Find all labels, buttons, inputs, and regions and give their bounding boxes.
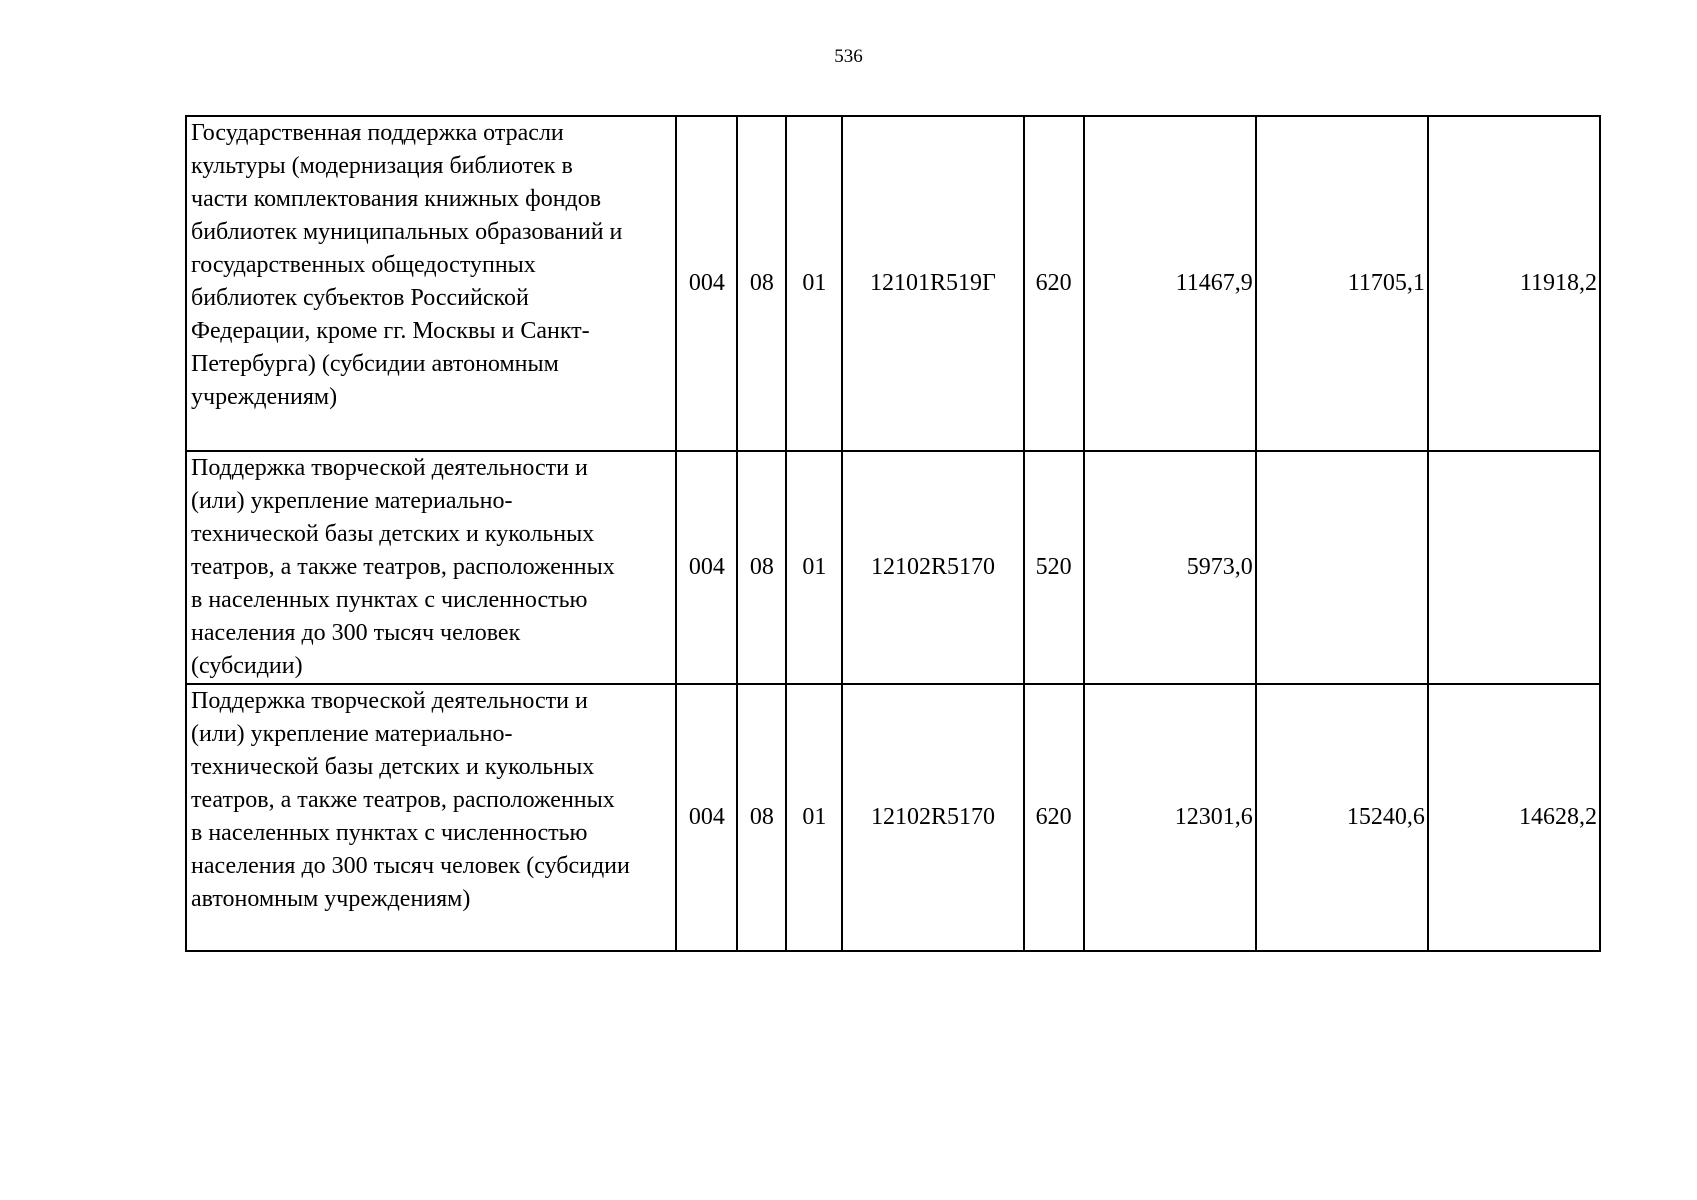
description-line: населения до 300 тысяч человек [191,620,521,646]
description-line: технической базы детских и кукольных [191,521,595,547]
description-line: Петербурга) (субсидии автономным [191,351,559,377]
description-line: в населенных пунктах с численностью [191,820,588,846]
amount-2-cell [1256,451,1428,684]
subsection-cell: 01 [786,451,842,684]
section-cell: 08 [737,451,786,684]
amount-1-cell: 5973,0 [1084,451,1256,684]
amount-1-cell: 11467,9 [1084,116,1256,451]
description-line: Федерации, кроме гг. Москвы и Санкт- [191,318,590,344]
description-line: в населенных пунктах с численностью [191,587,588,613]
amount-3-cell [1428,451,1600,684]
budget-table [185,115,1601,952]
ministry-code-cell: 004 [676,684,737,951]
table-row [186,684,1600,951]
description-line: библиотек муниципальных образований и [191,219,623,245]
amount-3-cell: 14628,2 [1428,684,1600,951]
amount-2-cell: 11705,1 [1256,116,1428,451]
description-line: театров, а также театров, расположенных [191,787,615,813]
description-line: культуры (модернизация библиотек в [191,153,573,179]
target-article-cell: 12102R5170 [842,684,1023,951]
description-line: автономным учреждениям) [191,886,471,912]
description-line: учреждениям) [191,384,338,410]
description-line: государственных общедоступных [191,252,536,278]
description-line: театров, а также театров, расположенных [191,554,615,580]
ministry-code-cell: 004 [676,116,737,451]
expense-type-cell: 520 [1024,451,1084,684]
expense-type-cell: 620 [1024,116,1084,451]
page-number: 536 [834,46,863,67]
ministry-code-cell: 004 [676,451,737,684]
description-cell [186,116,676,451]
description-line: (или) укрепление материально- [191,488,513,514]
description-line: части комплектования книжных фондов [191,186,602,212]
amount-3-cell: 11918,2 [1428,116,1600,451]
description-line: (субсидии) [191,653,303,679]
target-article-cell: 12101R519Г [842,116,1023,451]
description-line: населения до 300 тысяч человек (субсидии [191,853,630,879]
expense-type-cell: 620 [1024,684,1084,951]
description-cell [186,451,676,684]
section-cell: 08 [737,116,786,451]
subsection-cell: 01 [786,116,842,451]
table-row [186,116,1600,451]
description-line: библиотек субъектов Российской [191,285,529,311]
description-line: Поддержка творческой деятельности и [191,688,588,714]
section-cell: 08 [737,684,786,951]
description-line: Поддержка творческой деятельности и [191,455,588,481]
table-row [186,451,1600,684]
table-body [186,116,1600,951]
description-line: технической базы детских и кукольных [191,754,595,780]
amount-1-cell: 12301,6 [1084,684,1256,951]
amount-2-cell: 15240,6 [1256,684,1428,951]
subsection-cell: 01 [786,684,842,951]
target-article-cell: 12102R5170 [842,451,1023,684]
description-line: Государственная поддержка отрасли [191,120,564,146]
description-line: (или) укрепление материально- [191,721,513,747]
description-cell [186,684,676,951]
